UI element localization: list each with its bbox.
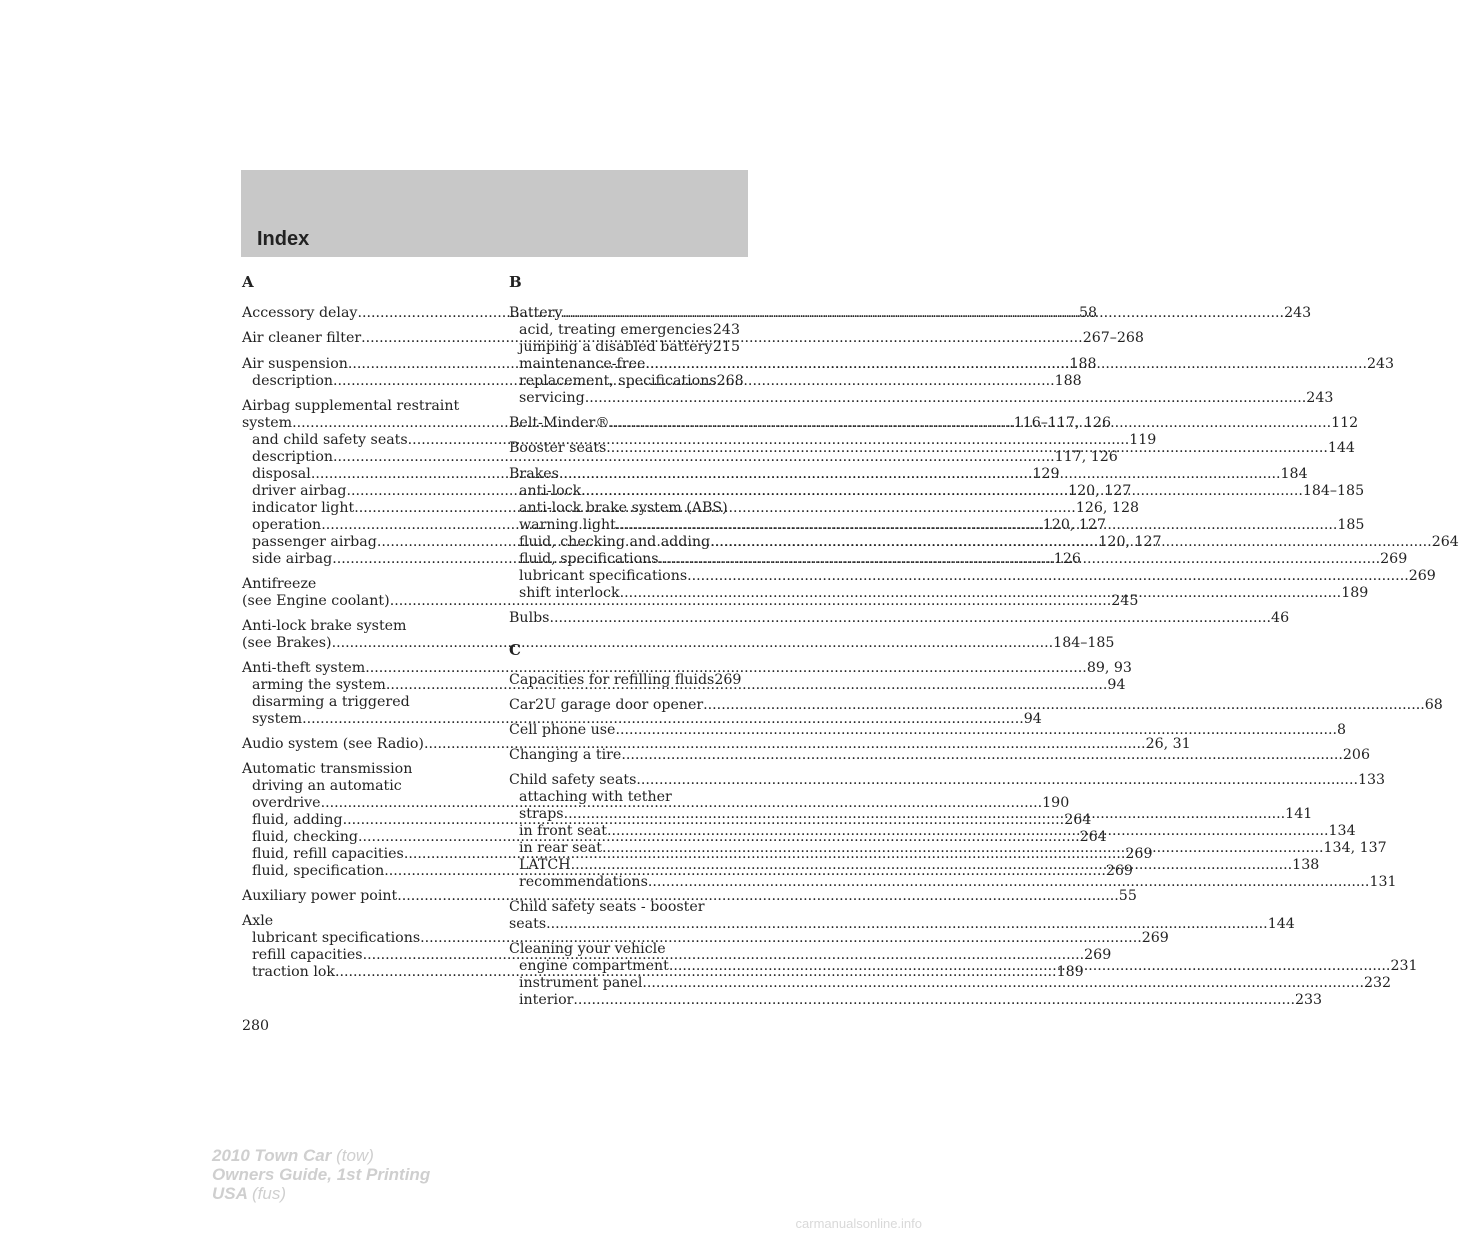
footer-line-3: USA (fus) — [212, 1184, 286, 1203]
index-entry: Air suspension ..... 188 — [242, 356, 473, 373]
index-entry: Axle — [242, 913, 274, 929]
index-subentry: attaching with tether — [519, 789, 672, 805]
index-subentry: fluid, specification ..... 269 — [252, 863, 473, 880]
index-subentry: refill capacities ..... 269 — [252, 947, 473, 964]
index-entry: Airbag supplemental restraint — [242, 398, 460, 414]
footer-line-2: Owners Guide, 1st Printing — [212, 1165, 431, 1184]
index-subentry: recommendations ..... 131 — [519, 874, 740, 891]
index-subentry: driver airbag ..... 120, 127 — [252, 483, 473, 500]
index-subentry: jumping a disabled battery ..... 215 — [519, 339, 740, 356]
index-subentry: instrument panel ..... 232 — [519, 975, 740, 992]
index-subentry: disposal ..... 129 — [252, 466, 473, 483]
index-entry: Audio system (see Radio) ..... 26, 31 — [242, 736, 473, 753]
index-entry: Changing a tire ..... 206 — [509, 747, 740, 764]
section-title: Index — [257, 228, 310, 250]
index-entry: Anti-theft system ..... 89, 93 — [242, 660, 473, 677]
index-entry: seats ..... 144 — [509, 916, 740, 933]
index-subentry: arming the system ..... 94 — [252, 677, 473, 694]
index-entry: Anti-lock brake system — [242, 618, 407, 634]
index-entry: Bulbs ..... 46 — [509, 610, 740, 627]
index-subentry: LATCH ..... 138 — [519, 857, 740, 874]
index-subentry: lubricant specifications ..... 269 — [252, 930, 473, 947]
index-subentry: operation ..... 120, 127 — [252, 517, 473, 534]
print-footer — [212, 1146, 430, 1203]
index-subentry: fluid, checking and adding ..... 264 — [519, 534, 740, 551]
index-subentry: indicator light ..... 126, 128 — [252, 500, 473, 517]
index-entry: Brakes ..... 184 — [509, 466, 740, 483]
index-subentry: engine compartment ..... 231 — [519, 958, 740, 975]
index-letter-heading: B — [509, 273, 522, 291]
index-subentry: passenger airbag ..... 120, 127 — [252, 534, 473, 551]
index-entry: Automatic transmission — [242, 761, 413, 777]
index-entry: Battery ..... 243 — [509, 305, 740, 322]
index-entry: Car2U garage door opener ..... 68 — [509, 697, 740, 714]
index-entry: Cell phone use ..... 8 — [509, 722, 740, 739]
index-entry: Child safety seats - booster — [509, 899, 705, 915]
index-entry: system ..... 116–117, 126 — [242, 415, 473, 432]
index-entry: Child safety seats ..... 133 — [509, 772, 740, 789]
index-subentry: lubricant specifications ..... 269 — [519, 568, 740, 585]
index-subentry: side airbag ..... 126 — [252, 551, 473, 568]
page-number: 280 — [242, 1018, 270, 1034]
index-entry: Air cleaner filter ..... 267–268 — [242, 330, 473, 347]
index-subentry: in rear seat ..... 134, 137 — [519, 840, 740, 857]
index-entry: Auxiliary power point ..... 55 — [242, 888, 473, 905]
index-subentry: description ..... 188 — [252, 373, 473, 390]
index-entry: (see Engine coolant) ..... 245 — [242, 593, 473, 610]
footer-line-1: 2010 Town Car (tow) — [212, 1146, 374, 1165]
index-subentry: replacement, specifications 268 — [519, 373, 744, 389]
index-subentry: overdrive ..... 190 — [252, 795, 473, 812]
index-subentry: maintenance-free ..... 243 — [519, 356, 740, 373]
index-subentry: driving an automatic — [252, 778, 402, 794]
index-subentry: fluid, adding ..... 264 — [252, 812, 473, 829]
index-subentry: servicing ..... 243 — [519, 390, 740, 407]
index-entry: (see Brakes) ..... 184–185 — [242, 635, 473, 652]
index-subentry: shift interlock ..... 189 — [519, 585, 740, 602]
index-entry: Belt-Minder® ..... 112 — [509, 415, 740, 432]
index-subentry: fluid, checking ..... 264 — [252, 829, 473, 846]
index-entry: Capacities for refilling fluids 269 — [509, 672, 742, 688]
index-subentry: acid, treating emergencies ..... 243 — [519, 322, 740, 339]
index-subentry: fluid, refill capacities ..... 269 — [252, 846, 473, 863]
index-entry: Booster seats ..... 144 — [509, 440, 740, 457]
index-subentry: straps ..... 141 — [519, 806, 740, 823]
site-watermark: carmanualsonline.info — [795, 1216, 922, 1231]
index-subentry: warning light ..... 185 — [519, 517, 740, 534]
index-subentry: anti-lock ..... 184–185 — [519, 483, 740, 500]
index-subentry: and child safety seats ..... 119 — [252, 432, 473, 449]
index-letter-heading: A — [242, 273, 254, 291]
section-header — [241, 170, 748, 257]
index-subentry: system ..... 94 — [252, 711, 473, 728]
index-letter-heading: C — [509, 641, 521, 659]
index-subentry: interior ..... 233 — [519, 992, 740, 1009]
index-subentry: fluid, specifications ..... 269 — [519, 551, 740, 568]
index-subentry: traction lok ..... 189 — [252, 964, 473, 981]
index-subentry: description ..... 117, 126 — [252, 449, 473, 466]
index-subentry: in front seat ..... 134 — [519, 823, 740, 840]
index-entry: Antifreeze — [242, 576, 317, 592]
index-entry: Accessory delay ..... 58 — [242, 305, 473, 322]
index-subentry: anti-lock brake system (ABS) — [519, 500, 728, 516]
index-subentry: disarming a triggered — [252, 694, 410, 710]
index-entry: Cleaning your vehicle — [509, 941, 666, 957]
